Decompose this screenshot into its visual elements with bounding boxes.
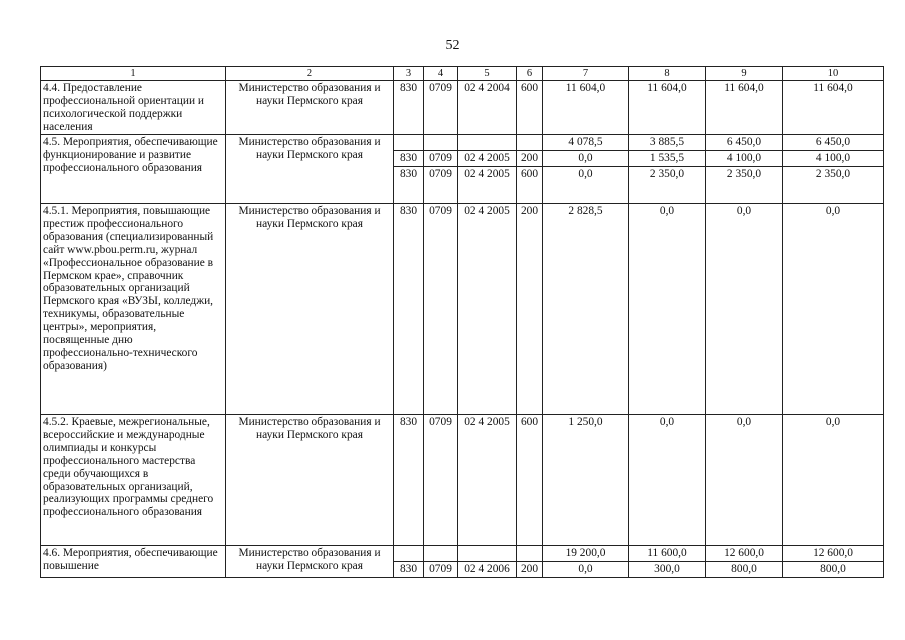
table-row [41,135,884,151]
cell-amount: 2 350,0 [629,167,706,204]
column-header: 10 [783,67,884,81]
column-header: 7 [543,67,629,81]
cell-code: 830 [394,204,424,415]
cell-amount: 1 250,0 [543,415,629,546]
row-organization: Министерство образования и науки Пермского края [226,204,394,415]
cell-amount: 4 100,0 [783,151,884,167]
cell-amount: 4 078,5 [543,135,629,151]
cell-amount: 3 885,5 [629,135,706,151]
cell-amount: 1 535,5 [629,151,706,167]
cell-amount: 0,0 [706,415,783,546]
row-description: 4.6. Мероприятия, обеспечивающие повышение [41,546,226,578]
cell-section: 0709 [424,151,458,167]
empty-cell [458,546,517,562]
cell-amount: 800,0 [783,562,884,578]
cell-amount: 6 450,0 [706,135,783,151]
row-organization: Министерство образования и науки Пермского края [226,415,394,546]
empty-cell [424,546,458,562]
row-description: 4.5.2. Краевые, межрегиональные, всероссийские и международные олимпиады и конкурсы профессионального мастерства среди обучающихся в образовательных организаций, реализующих программы среднего профессионального образования [41,415,226,546]
column-header: 5 [458,67,517,81]
empty-cell [394,546,424,562]
cell-code: 830 [394,167,424,204]
cell-amount: 0,0 [629,204,706,415]
cell-amount: 0,0 [543,167,629,204]
cell-amount: 6 450,0 [783,135,884,151]
cell-target: 02 4 2005 [458,204,517,415]
cell-target: 02 4 2006 [458,562,517,578]
column-header: 4 [424,67,458,81]
cell-amount: 0,0 [543,151,629,167]
cell-target: 02 4 2005 [458,415,517,546]
table-row [41,81,884,135]
cell-code: 830 [394,562,424,578]
cell-target: 02 4 2004 [458,81,517,135]
cell-amount: 11 600,0 [629,546,706,562]
table-row [41,204,884,415]
cell-section: 0709 [424,167,458,204]
cell-amount: 0,0 [706,204,783,415]
empty-cell [424,135,458,151]
row-description: 4.5.1. Мероприятия, повышающие престиж профессионального образования (специализированный сайт www.pbou.perm.ru, журнал «Профессиональное образование в Пермском крае», справочник образовательных организаций Пермского края «ВУЗЫ, колледжи, техникумы, образовательные центры», мероприятия, посвященные дню профессионально-технического образования) [41,204,226,415]
budget-table [40,66,884,578]
empty-cell [458,135,517,151]
row-organization: Министерство образования и науки Пермского края [226,81,394,135]
cell-target: 02 4 2005 [458,167,517,204]
column-header: 2 [226,67,394,81]
cell-type: 600 [517,81,543,135]
column-header: 3 [394,67,424,81]
row-organization: Министерство образования и науки Пермского края [226,135,394,204]
cell-code: 830 [394,81,424,135]
row-organization: Министерство образования и науки Пермского края [226,546,394,578]
cell-amount: 2 350,0 [783,167,884,204]
cell-amount: 12 600,0 [706,546,783,562]
cell-amount: 2 350,0 [706,167,783,204]
cell-amount: 0,0 [783,204,884,415]
cell-amount: 300,0 [629,562,706,578]
cell-amount: 11 604,0 [706,81,783,135]
page-number: 52 [445,38,460,53]
cell-target: 02 4 2005 [458,151,517,167]
cell-amount: 0,0 [629,415,706,546]
cell-type: 600 [517,167,543,204]
empty-cell [394,135,424,151]
cell-amount: 800,0 [706,562,783,578]
column-header: 9 [706,67,783,81]
empty-cell [517,546,543,562]
cell-section: 0709 [424,81,458,135]
cell-code: 830 [394,151,424,167]
cell-amount: 2 828,5 [543,204,629,415]
row-description: 4.5. Мероприятия, обеспечивающие функционирование и развитие профессионального образования [41,135,226,204]
table-row [41,546,884,562]
cell-section: 0709 [424,415,458,546]
cell-amount: 12 600,0 [783,546,884,562]
cell-section: 0709 [424,204,458,415]
cell-code: 830 [394,415,424,546]
table-row [41,415,884,546]
empty-cell [517,135,543,151]
column-header: 1 [41,67,226,81]
cell-type: 200 [517,562,543,578]
cell-amount: 11 604,0 [783,81,884,135]
column-header: 8 [629,67,706,81]
cell-amount: 11 604,0 [629,81,706,135]
cell-type: 600 [517,415,543,546]
cell-amount: 19 200,0 [543,546,629,562]
cell-type: 200 [517,151,543,167]
cell-amount: 4 100,0 [706,151,783,167]
cell-amount: 0,0 [783,415,884,546]
table-header-row [41,67,884,81]
cell-amount: 11 604,0 [543,81,629,135]
cell-section: 0709 [424,562,458,578]
column-header: 6 [517,67,543,81]
cell-type: 200 [517,204,543,415]
cell-amount: 0,0 [543,562,629,578]
row-description: 4.4. Предоставление профессиональной ориентации и психологической поддержки населения [41,81,226,135]
